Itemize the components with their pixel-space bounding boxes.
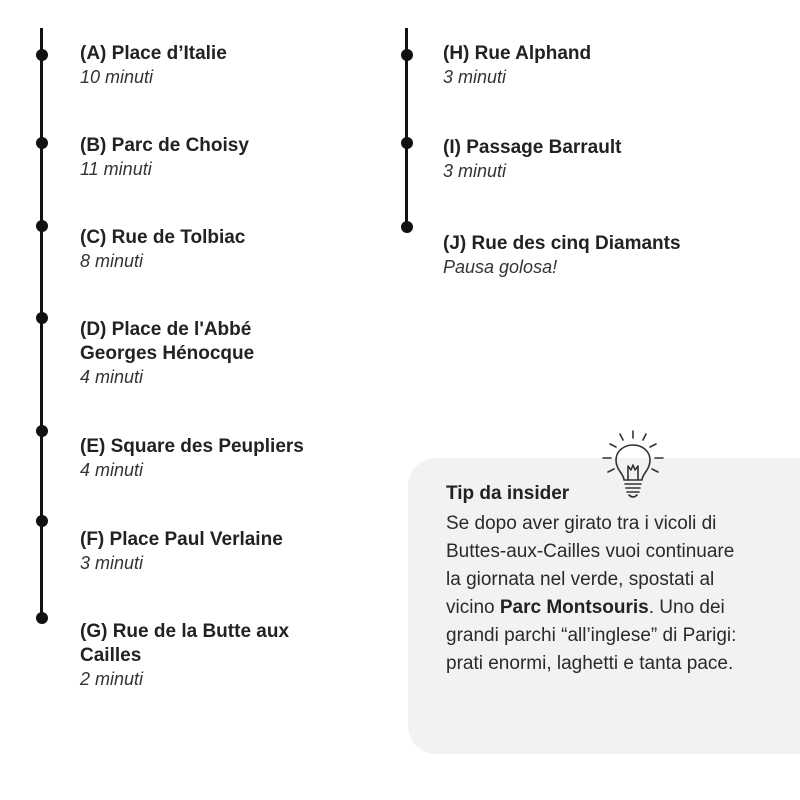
tip-body-text-end: . Uno dei grandi parchi “all’inglese” di Parigi: prati enormi, laghetti e tanta pace. [446,597,737,674]
stop-c [80,226,245,272]
stop-duration: 2 minuti [80,669,144,689]
stop-title: (A) Place d’Italie [80,43,227,64]
stop-g [80,620,289,690]
timeline-dot [36,137,48,149]
timeline-dot [36,312,48,324]
stop-a [80,42,227,88]
stop-title: (I) Passage Barrault [443,137,622,158]
timeline-dot [36,612,48,624]
timeline-dot [36,220,48,232]
stop-b [80,134,249,180]
stop-duration: 3 minuti [443,67,507,87]
timeline-dot [36,515,48,527]
stop-e [80,435,304,481]
stop-title: (E) Square des Peupliers [80,436,304,457]
stop-i [443,136,621,182]
tip-body [446,510,746,678]
stop-h [443,42,591,88]
stop-j [443,232,681,278]
tip-body-text: Se dopo aver girato tra i vicoli di Buttes-aux-Cailles vuoi continuare la giornata nel verde, spostati al vicino [446,513,735,618]
stop-duration: 3 minuti [80,553,144,573]
stop-title-line2: Georges Hénocque [80,343,255,364]
timeline-dot [401,49,413,61]
stop-title: (C) Rue de Tolbiac [80,227,246,248]
lightbulb-icon [598,428,668,504]
timeline-dot [401,137,413,149]
stop-duration: 4 minuti [80,367,144,387]
stop-title-line1: (D) Place de l'Abbé [80,319,252,340]
timeline-dot [36,425,48,437]
stop-duration: 3 minuti [443,161,507,181]
stop-duration: 10 minuti [80,67,154,87]
stop-d [80,318,254,388]
tip-body-highlight: Parc Montsouris [499,597,649,618]
stop-duration: 4 minuti [80,460,144,480]
stop-title: (J) Rue des cinq Diamants [443,233,681,254]
stop-duration: 11 minuti [80,159,152,179]
stop-title: (H) Rue Alphand [443,43,592,64]
stop-title-line2: Cailles [80,645,142,666]
stop-duration: 8 minuti [80,251,144,271]
stop-title: (F) Place Paul Verlaine [80,529,283,550]
stop-title: (B) Parc de Choisy [80,135,249,156]
stop-title-line1: (G) Rue de la Butte aux [80,621,290,642]
timeline-dot [401,221,413,233]
stop-f [80,528,283,574]
tip-heading: Tip da insider [446,483,570,504]
stop-note: Pausa golosa! [443,257,558,277]
timeline-dot [36,49,48,61]
